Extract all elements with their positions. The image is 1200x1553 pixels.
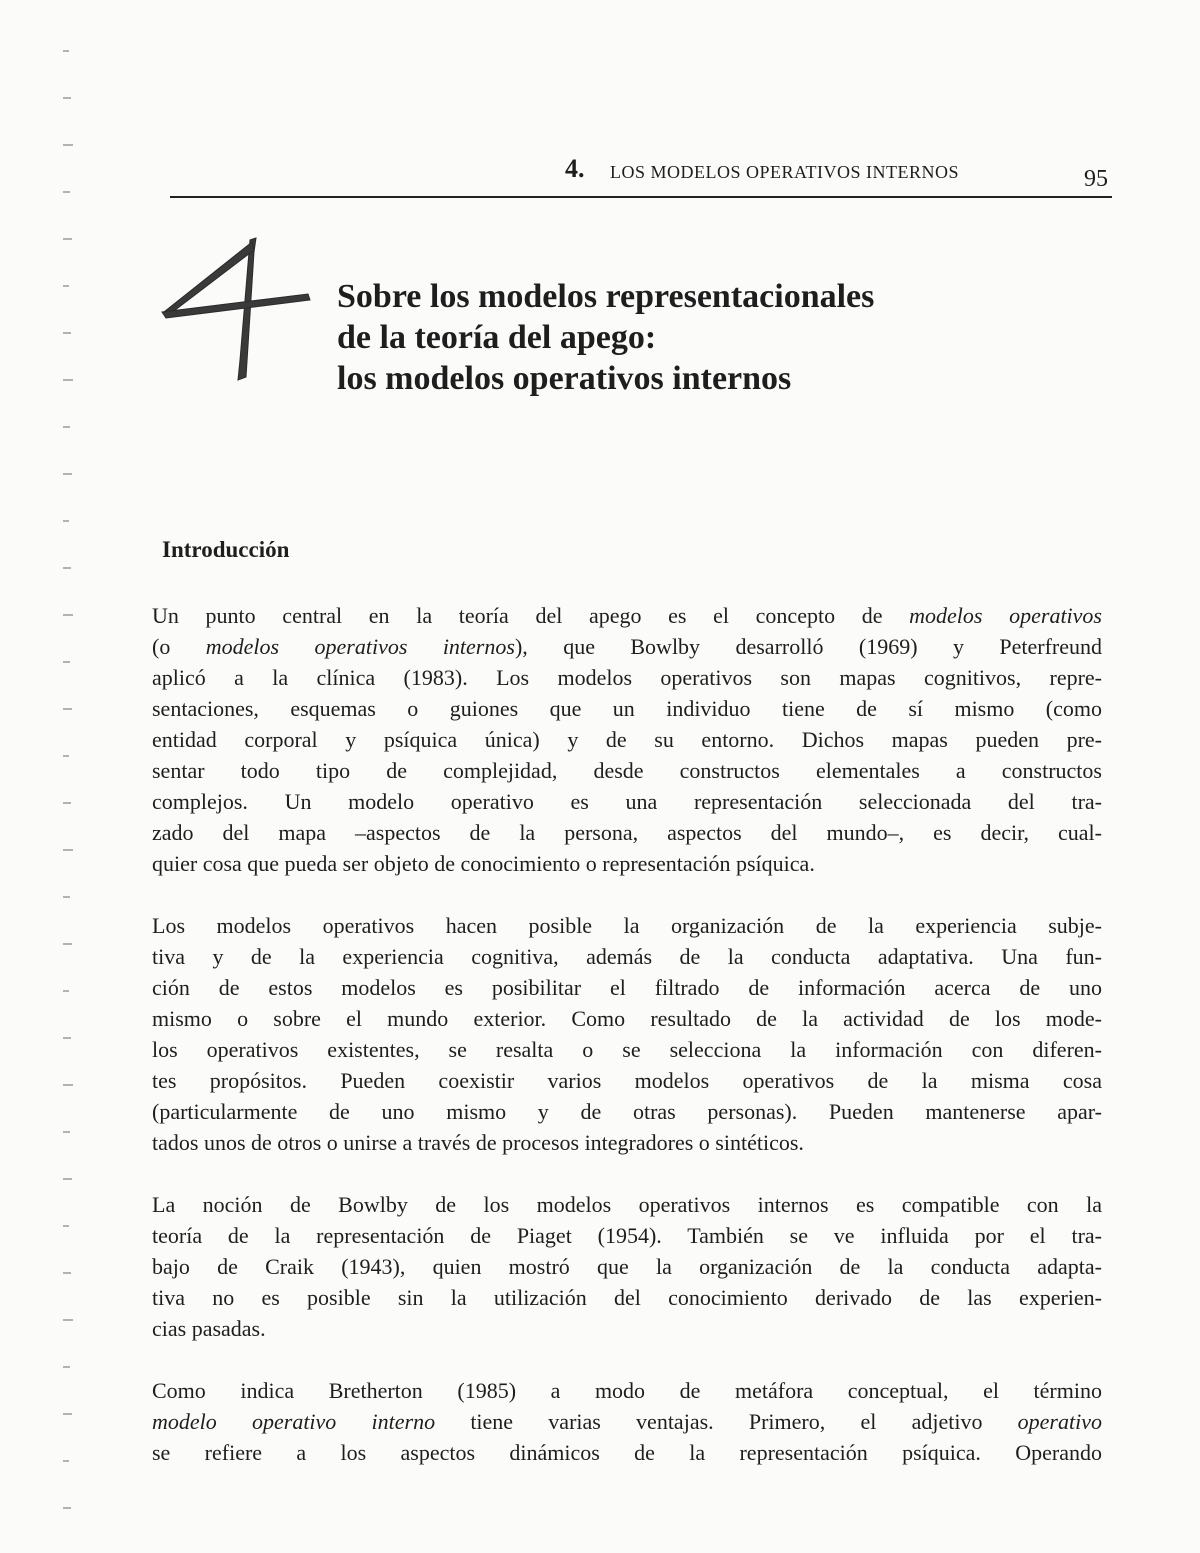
scan-speck [63, 97, 71, 99]
text-run: ), que Bowlby desarrolló (1969) y Peterfreund [514, 634, 1102, 659]
scan-speck [63, 567, 71, 569]
text-line [152, 755, 1102, 786]
text-line [152, 1189, 1102, 1220]
text-run: bajo de Craik (1943), quien mostró que la organización de la conducta adapta- [152, 1254, 1102, 1279]
text-line [152, 1096, 1102, 1127]
italic-term: modelo operativo interno [152, 1409, 436, 1434]
scan-speck [63, 802, 71, 804]
text-line [152, 1282, 1102, 1313]
text-run: tados unos de otros o unirse a través de procesos integradores o sintéticos. [152, 1130, 804, 1155]
scan-speck [63, 379, 73, 381]
text-line [152, 941, 1102, 972]
header-chapter-title: LOS MODELOS OPERATIVOS INTERNOS [610, 162, 960, 182]
text-run: cias pasadas. [152, 1316, 266, 1341]
paragraph [152, 1375, 1102, 1468]
text-run: Los modelos operativos hacen posible la organización de la experiencia subje- [152, 913, 1102, 938]
text-line [152, 910, 1102, 941]
scan-speck [63, 614, 73, 616]
text-run: complejos. Un modelo operativo es una representación seleccionada del tra- [152, 789, 1102, 814]
text-run: zado del mapa –aspectos de la persona, aspectos del mundo–, es decir, cual- [152, 820, 1102, 845]
text-line [152, 1251, 1102, 1282]
italic-term: operativo [1017, 1409, 1102, 1434]
text-line [152, 1034, 1102, 1065]
scan-speck [63, 755, 69, 757]
text-line [152, 693, 1102, 724]
section-heading-introduccion: Introducción [162, 537, 290, 562]
text-run: quier cosa que pueda ser objeto de conocimiento o representación psíquica. [152, 851, 815, 876]
scan-speck [63, 191, 70, 193]
text-run: ción de estos modelos es posibilitar el filtrado de información acerca de uno [152, 975, 1102, 1000]
scan-speck [63, 1037, 71, 1039]
text-line [152, 1437, 1102, 1468]
scan-speck [63, 520, 69, 522]
text-run: sentar todo tipo de complejidad, desde constructos elementales a constructos [152, 758, 1102, 783]
text-run: (particularmente de uno mismo y de otras personas). Pueden mantenerse apar- [152, 1099, 1102, 1124]
scan-speck [63, 1366, 70, 1368]
chapter-title-line: Sobre los modelos representacionales [337, 278, 875, 315]
text-run: Un punto central en la teoría del apego es el concepto de [152, 603, 910, 628]
scan-speck [63, 943, 72, 945]
scan-speck [63, 1178, 72, 1180]
scan-speck [63, 332, 71, 334]
scan-speck [63, 708, 72, 710]
italic-term: modelos operativos [909, 603, 1102, 628]
scan-speck [63, 473, 72, 475]
text-run: se refiere a los aspectos dinámicos de la representación psíquica. Operando [152, 1440, 1102, 1465]
scan-margin-specks [55, 30, 85, 1530]
scan-speck [63, 661, 70, 663]
chapter-title-line: de la teoría del apego: [337, 319, 657, 356]
text-run: entidad corporal y psíquica única) y de su entorno. Dichos mapas pueden pre- [152, 727, 1102, 752]
header-chapter-number: 4. [565, 154, 585, 183]
scan-speck [63, 144, 73, 146]
scan-speck [63, 1413, 72, 1415]
text-run: los operativos existentes, se resalta o se selecciona la información con diferen- [152, 1037, 1102, 1062]
text-line [152, 1375, 1102, 1406]
scan-speck [63, 1460, 69, 1462]
header-rule [170, 196, 1112, 198]
text-line [152, 724, 1102, 755]
scan-speck [63, 50, 69, 52]
paragraph [152, 600, 1102, 879]
scan-speck [63, 426, 70, 428]
scan-speck [63, 1319, 73, 1321]
chapter-numeral-four [158, 232, 318, 382]
text-line [152, 1220, 1102, 1251]
text-run: teoría de la representación de Piaget (1954). También se ve influida por el tra- [152, 1223, 1102, 1248]
scan-speck [63, 1272, 71, 1274]
text-run: La noción de Bowlby de los modelos operativos internos es compatible con la [152, 1192, 1102, 1217]
text-line [152, 972, 1102, 1003]
chapter-title-line: los modelos operativos internos [337, 360, 792, 397]
text-line [152, 1406, 1102, 1437]
text-line [152, 1065, 1102, 1096]
body-text [152, 600, 1102, 1499]
text-run: tiene varias ventajas. Primero, el adjetivo [435, 1409, 1018, 1434]
text-line [152, 600, 1102, 631]
scan-speck [63, 1131, 70, 1133]
text-line [152, 786, 1102, 817]
scan-speck [63, 238, 72, 240]
text-line [152, 1003, 1102, 1034]
text-line [152, 1313, 1102, 1344]
text-run: (o [152, 634, 206, 659]
text-line [152, 662, 1102, 693]
text-line [152, 817, 1102, 848]
chapter-title [337, 276, 1077, 399]
text-run: Como indica Bretherton (1985) a modo de metáfora conceptual, el término [152, 1378, 1102, 1403]
scan-speck [63, 849, 73, 851]
text-line [152, 631, 1102, 662]
scan-speck [63, 990, 69, 992]
text-run: sentaciones, esquemas o guiones que un individuo tiene de sí mismo (como [152, 696, 1102, 721]
paragraph [152, 1189, 1102, 1344]
scan-speck [63, 1507, 71, 1509]
text-run: tiva y de la experiencia cognitiva, además de la conducta adaptativa. Una fun- [152, 944, 1102, 969]
scan-speck [63, 285, 69, 287]
scan-speck [63, 1225, 69, 1227]
text-run: mismo o sobre el mundo exterior. Como resultado de la actividad de los mode- [152, 1006, 1102, 1031]
text-run: tes propósitos. Pueden coexistir varios modelos operativos de la misma cosa [152, 1068, 1102, 1093]
text-run: aplicó a la clínica (1983). Los modelos operativos son mapas cognitivos, repre- [152, 665, 1102, 690]
scan-speck [63, 1084, 73, 1086]
page-number: 95 [1084, 166, 1108, 192]
text-line [152, 1127, 1102, 1158]
paragraph [152, 910, 1102, 1158]
italic-term: modelos operativos internos [205, 634, 515, 659]
scan-speck [63, 896, 70, 898]
text-run: tiva no es posible sin la utilización del conocimiento derivado de las experien- [152, 1285, 1102, 1310]
text-line [152, 848, 1102, 879]
running-header [170, 150, 1112, 198]
